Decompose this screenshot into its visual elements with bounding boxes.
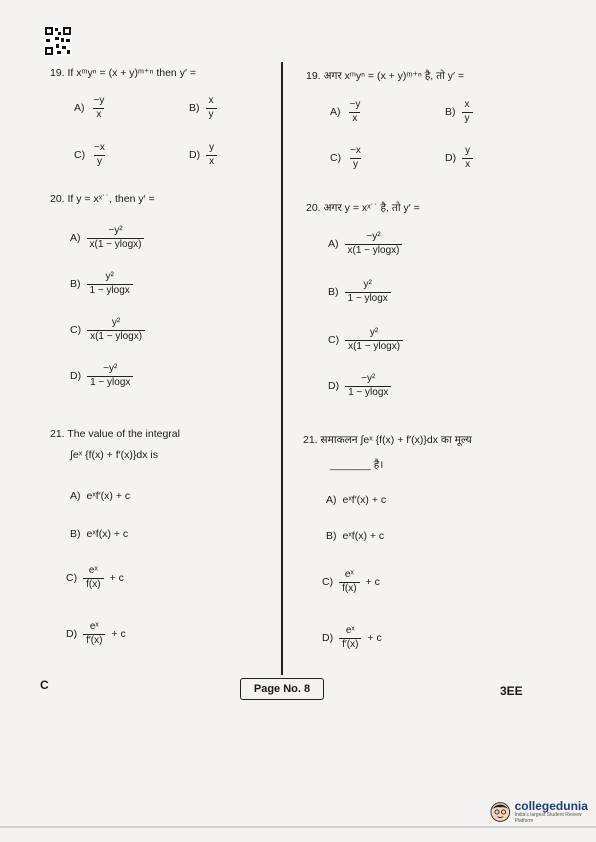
q21-hindi-option-b: B) eˣf(x) + c — [326, 530, 385, 542]
q19-hindi-stem: 19. अगर xᵐyⁿ = (x + y)ᵐ⁺ⁿ है, तो y′ = — [306, 70, 465, 82]
q19-hindi-option-d: D) $\frac{y}{x}$ — [445, 146, 473, 170]
q19-option-a: A) $\frac{-y}{x}$ — [74, 95, 105, 120]
paper-code: 3EE — [500, 684, 523, 698]
bottom-rule — [0, 826, 596, 828]
q21-option-a: A) eˣf′(x) + c — [70, 490, 131, 502]
q19-option-d: D) $\frac{y}{x}$ — [189, 143, 217, 167]
q21-hindi-stem: 21. समाकलन ∫eˣ {f(x) + f′(x)}dx का मूल्य — [303, 434, 472, 446]
q21-integral: ∫eˣ {f(x) + f′(x)}dx is — [70, 449, 158, 461]
q21-option-d: D) $\frac{\text{eˣ}}{f'(x)}$ + c — [66, 621, 126, 646]
booklet-series-code: C — [40, 678, 49, 692]
q21-hindi-blank: _______ है। — [330, 459, 384, 471]
q20-hindi-option-d: D) $\frac{\text{−y²}}{1 - ylogx}$ — [328, 374, 391, 398]
q20-hindi-stem: 20. अगर y = xˣ˙˙ है, तो y′ = — [306, 202, 420, 214]
q21-option-c: C) $\frac{\text{eˣ}}{f(x)}$ + c — [66, 565, 124, 590]
logo-wordmark: collegedunia — [514, 799, 588, 813]
collegedunia-logo — [490, 800, 596, 824]
q20-hindi-option-b: B) $\frac{\text{y²}}{1 - ylogx}$ — [328, 280, 391, 304]
page-number-box: Page No. 8 — [240, 678, 324, 700]
logo-tagline: India's largest Student Review Platform — [514, 812, 582, 824]
column-divider — [281, 62, 283, 675]
q19-hindi-option-c: C) $\frac{-x}{y}$ — [330, 145, 361, 170]
q20-hindi-option-a: A) $\frac{\text{−y²}}{x(1 - ylogx)}$ — [328, 232, 402, 256]
q19-hindi-option-b: B) $\frac{x}{y}$ — [445, 100, 473, 124]
q20-option-d: D) $\frac{\text{−y²}}{1 - ylogx}$ — [70, 364, 133, 388]
qr-code-icon — [44, 26, 72, 56]
q20-stem: 20. If y = xˣ˙˙, then y′ = — [50, 193, 155, 205]
q19-option-c: C) $\frac{-x}{y}$ — [74, 142, 105, 167]
q20-option-a: A) $\frac{\text{−y²}}{x(1 - ylogx)}$ — [70, 226, 144, 250]
q21-option-b: B) eˣf(x) + c — [70, 528, 129, 540]
q20-option-c: C) $\frac{\text{y²}}{x(1 - ylogx)}$ — [70, 318, 145, 342]
q19-hindi-option-a: A) $\frac{-y}{x}$ — [330, 99, 361, 124]
q21-hindi-option-d: D) $\frac{\text{eˣ}}{f'(x)}$ + c — [322, 625, 382, 650]
q21-hindi-option-a: A) eˣf′(x) + c — [326, 494, 387, 506]
q21-stem: 21. The value of the integral — [50, 428, 180, 440]
q20-hindi-option-c: C) $\frac{\text{y²}}{x(1 - ylogx)}$ — [328, 328, 403, 352]
mascot-icon — [490, 801, 511, 823]
q20-option-b: B) $\frac{\text{y²}}{1 - ylogx}$ — [70, 272, 133, 296]
q19-option-b: B) $\frac{x}{y}$ — [189, 96, 217, 120]
q19-stem: 19. If xᵐyⁿ = (x + y)ᵐ⁺ⁿ then y′ = — [50, 67, 196, 79]
q21-hindi-option-c: C) $\frac{\text{eˣ}}{f(x)}$ + c — [322, 569, 380, 594]
